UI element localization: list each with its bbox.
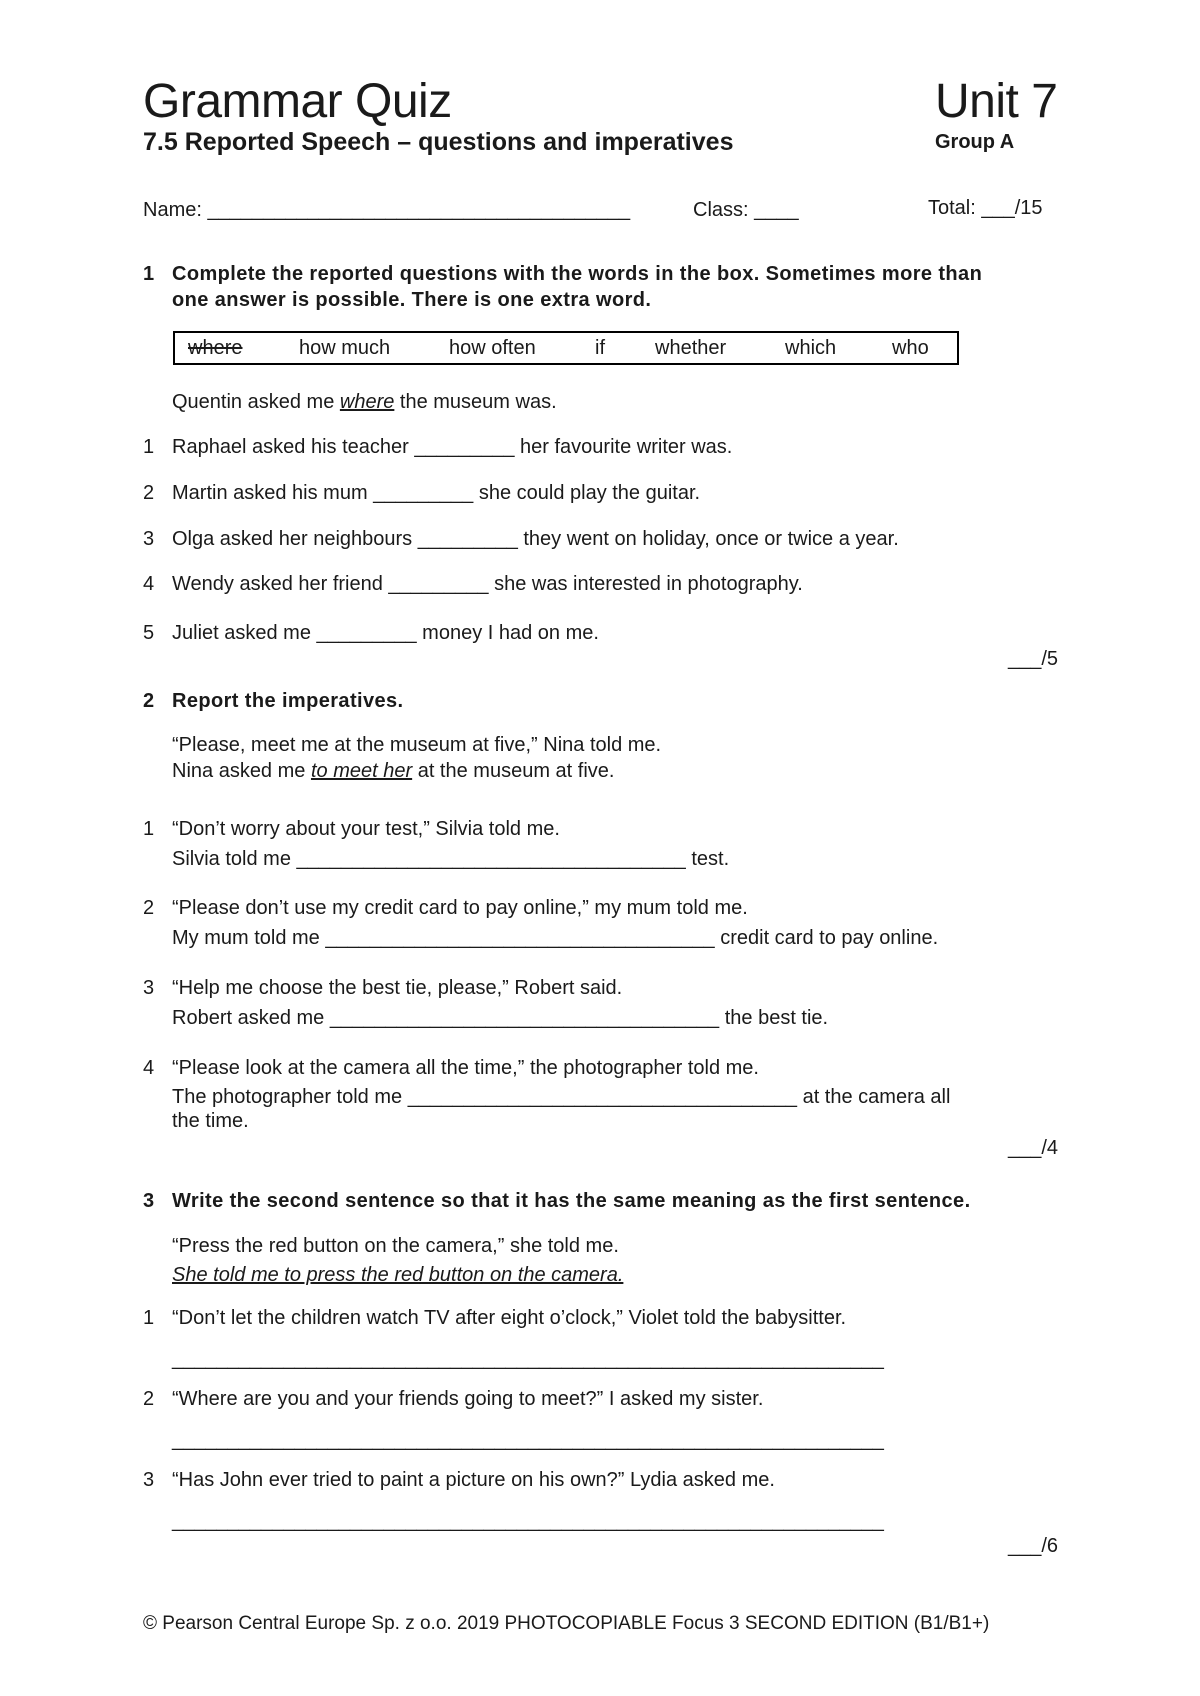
- item-number: 4: [143, 1057, 155, 1079]
- item-number: 1: [143, 436, 155, 458]
- example-quote: “Please, meet me at the museum at five,” Nina told me.: [172, 734, 662, 756]
- report-line: Silvia told me ___________________________________ test.: [172, 848, 730, 870]
- answer-line: ________________________________________________________________: [172, 1348, 884, 1370]
- quote-line: “Has John ever tried to paint a picture on his own?” Lydia asked me.: [172, 1469, 775, 1491]
- section-score: ___/6: [1008, 1535, 1059, 1557]
- gap-fill-item: Olga asked her neighbours _________ they went on holiday, once or twice a year.: [172, 528, 899, 550]
- quote-line: “Where are you and your friends going to meet?” I asked my sister.: [172, 1388, 764, 1410]
- answer-line: ________________________________________________________________: [172, 1510, 884, 1532]
- word-box-word: how much: [299, 337, 391, 359]
- item-number: 3: [143, 977, 155, 999]
- example-answer: where: [339, 391, 395, 413]
- example-answer: She told me to press the red button on the camera.: [172, 1264, 624, 1286]
- word-box-word: if: [595, 337, 605, 359]
- item-number: 3: [143, 1469, 155, 1491]
- example-sentence: Nina asked me to meet her at the museum at five.: [172, 760, 615, 782]
- item-number: 3: [143, 528, 155, 550]
- report-line: My mum told me ___________________________________ credit card to pay online.: [172, 927, 939, 949]
- exercise-instruction: Complete the reported questions with the words in the box. Sometimes more than: [172, 263, 983, 285]
- quote-line: “Help me choose the best tie, please,” Robert said.: [172, 977, 623, 999]
- exercise-number: 3: [143, 1190, 155, 1212]
- word-box-word: which: [785, 337, 837, 359]
- word-box-word: how often: [449, 337, 536, 359]
- quote-line: “Please don’t use my credit card to pay online,” my mum told me.: [172, 897, 748, 919]
- gap-fill-item: Juliet asked me _________ money I had on me.: [172, 622, 599, 644]
- exercise-number: 2: [143, 690, 155, 712]
- answer-line: ________________________________________________________________: [172, 1429, 884, 1451]
- section-score: ___/5: [1008, 648, 1059, 670]
- page-title: Grammar Quiz: [143, 75, 452, 128]
- report-line: Robert asked me ___________________________________ the best tie.: [172, 1007, 829, 1029]
- total-score: Total: ___/15: [928, 197, 1043, 219]
- group-label: Group A: [935, 131, 1015, 153]
- report-line: The photographer told me ___________________________________ at the camera all: [172, 1086, 951, 1108]
- exercise-instruction: Write the second sentence so that it has the same meaning as the first sentence.: [172, 1190, 971, 1212]
- gap-fill-item: Wendy asked her friend _________ she was interested in photography.: [172, 573, 803, 595]
- item-number: 1: [143, 1307, 155, 1329]
- unit-label: Unit 7: [935, 75, 1058, 128]
- gap-fill-item: Martin asked his mum _________ she could play the guitar.: [172, 482, 701, 504]
- word-box-word: where: [188, 337, 243, 359]
- name-field: Name: ______________________________________: [143, 199, 631, 221]
- word-box-word: who: [892, 337, 929, 359]
- gap-fill-item: Raphael asked his teacher _________ her favourite writer was.: [172, 436, 733, 458]
- exercise-instruction: Report the imperatives.: [172, 690, 404, 712]
- class-field: Class: ____: [693, 199, 799, 221]
- item-number: 2: [143, 897, 155, 919]
- quote-line: “Please look at the camera all the time,” the photographer told me.: [172, 1057, 759, 1079]
- item-number: 1: [143, 818, 155, 840]
- exercise-number: 1: [143, 263, 155, 285]
- item-number: 2: [143, 1388, 155, 1410]
- example-answer: to meet her: [310, 760, 413, 782]
- quote-line: “Don’t worry about your test,” Silvia told me.: [172, 818, 560, 840]
- page-subtitle: 7.5 Reported Speech – questions and imperatives: [143, 128, 734, 156]
- footer-copyright: © Pearson Central Europe Sp. z o.o. 2019 PHOTOCOPIABLE Focus 3 SECOND EDITION (B1/B1+): [143, 1613, 990, 1634]
- example-quote: “Press the red button on the camera,” she told me.: [172, 1235, 619, 1257]
- quote-line: “Don’t let the children watch TV after eight o’clock,” Violet told the babysitter.: [172, 1307, 847, 1329]
- item-number: 5: [143, 622, 155, 644]
- word-box: [173, 331, 959, 365]
- section-score: ___/4: [1008, 1137, 1059, 1159]
- word-box-word: whether: [655, 337, 727, 359]
- example-sentence: Quentin asked me where the museum was.: [172, 391, 557, 413]
- exercise-instruction-cont: one answer is possible. There is one extra word.: [172, 289, 652, 311]
- item-number: 4: [143, 573, 155, 595]
- item-number: 2: [143, 482, 155, 504]
- report-line-cont: the time.: [172, 1110, 249, 1132]
